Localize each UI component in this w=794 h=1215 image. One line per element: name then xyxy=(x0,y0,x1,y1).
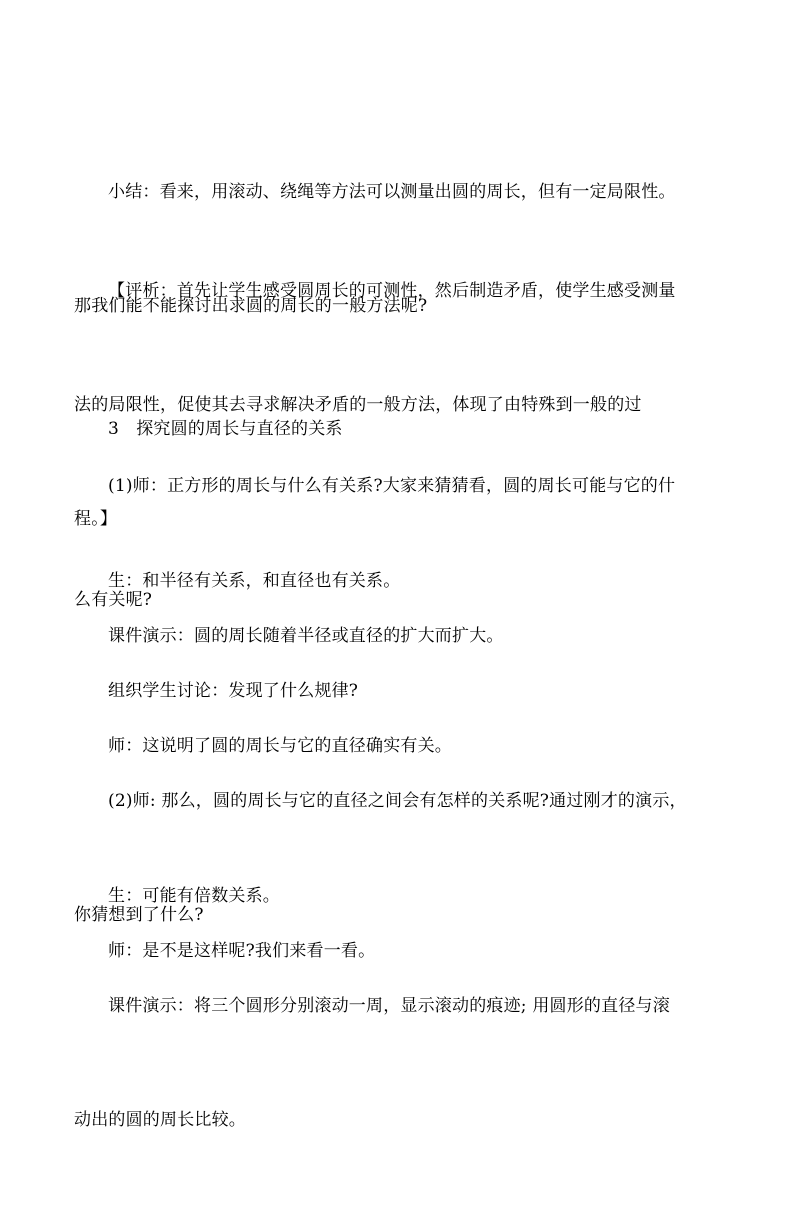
text-line: 你猜想到了什么? xyxy=(74,905,204,925)
text-line: 小结：看来，用滚动、绕绳等方法可以测量出圆的周长，但有一定局限性。 xyxy=(108,182,676,202)
text-line: 课件演示：将三个圆形分别滚动一周，显示滚动的痕迹; 用圆形的直径与滚 xyxy=(108,996,670,1016)
text-line: (1)师：正方形的周长与什么有关系?大家来猜猜看，圆的周长可能与它的什 xyxy=(108,476,676,496)
text-line: 师：是不是这样呢?我们来看一看。 xyxy=(108,941,376,961)
text-line: 【评析：首先让学生感受圆周长的可测性，然后制造矛盾，使学生感受测量 xyxy=(108,281,676,301)
text-line: 组织学生讨论：发现了什么规律? xyxy=(108,681,359,701)
text-line: 么有关呢? xyxy=(74,590,153,610)
text-line: 生：可能有倍数关系。 xyxy=(108,886,280,906)
text-line: (2)师: 那么，圆的周长与它的直径之间会有怎样的关系呢?通过刚才的演示， xyxy=(108,791,687,811)
text-line: 法的局限性，促使其去寻求解决矛盾的一般方法，体现了由特殊到一般的过 xyxy=(74,395,642,415)
text-line: 课件演示：圆的周长随着半径或直径的扩大而扩大。 xyxy=(108,626,504,646)
text-line: 动出的圆的周长比较。 xyxy=(74,1110,246,1130)
text-line: 程。】 xyxy=(74,509,118,529)
text-line: 生：和半径有关系，和直径也有关系。 xyxy=(108,571,401,591)
paragraph-courseware-rolling xyxy=(74,911,726,1215)
text-line: 那我们能不能探讨出求圆的周长的一般方法呢? xyxy=(74,296,428,316)
text-line: 3 探究圆的周长与直径的关系 xyxy=(108,419,343,439)
text-line: 师：这说明了圆的周长与它的直径确实有关。 xyxy=(108,736,452,756)
